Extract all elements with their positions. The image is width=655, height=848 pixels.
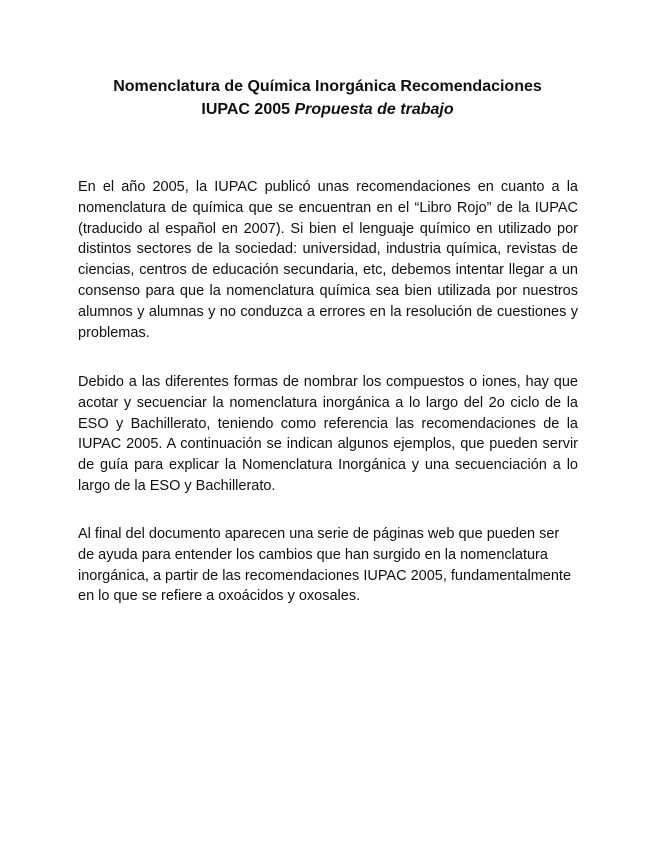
document-title <box>60 75 595 121</box>
title-line-2-italic: Propuesta de trabajo <box>294 101 454 118</box>
paragraph-intro: En el año 2005, la IUPAC publicó unas recomendaciones en cuanto a la nomenclatura de química que se encuentran en el “Libro Rojo” de la IUPAC (traducido al español en 2007). Si bien el lenguaje químico en utilizado por distintos sectores de la sociedad: universidad, industria química, revistas de ciencias, centros de educación secundaria, etc, debemos intentar llegar a un consenso para que la nomenclatura química sea bien utilizada por nuestros alumnos y alumnas y no conduzca a errores en la resolución de cuestiones y problemas. <box>78 179 578 341</box>
title-line-1: Nomenclatura de Química Inorgánica Recomendaciones <box>113 78 542 95</box>
title-line-2 <box>60 98 595 121</box>
title-line-2-plain: IUPAC 2005 <box>201 101 295 118</box>
paragraph-web-resources: Al final del documento aparecen una serie de páginas web que pueden ser de ayuda para entender los cambios que han surgido en la nomenclatura inorgánica, a partir de las recomendaciones IUPAC 2005, fundamentalmente en lo que se refiere a oxoácidos y oxosales. <box>78 526 572 605</box>
paragraph-sequencing: Debido a las diferentes formas de nombrar los compuestos o iones, hay que acotar y secuenciar la nomenclatura inorgánica a lo largo del 2o ciclo de la ESO y Bachillerato, teniendo como referencia las recomendaciones de la IUPAC 2005. A continuación se indican algunos ejemplos, que pueden servir de guía para explicar la Nomenclatura Inorgánica y una secuenciación a lo largo de la ESO y Bachillerato. <box>78 374 578 494</box>
